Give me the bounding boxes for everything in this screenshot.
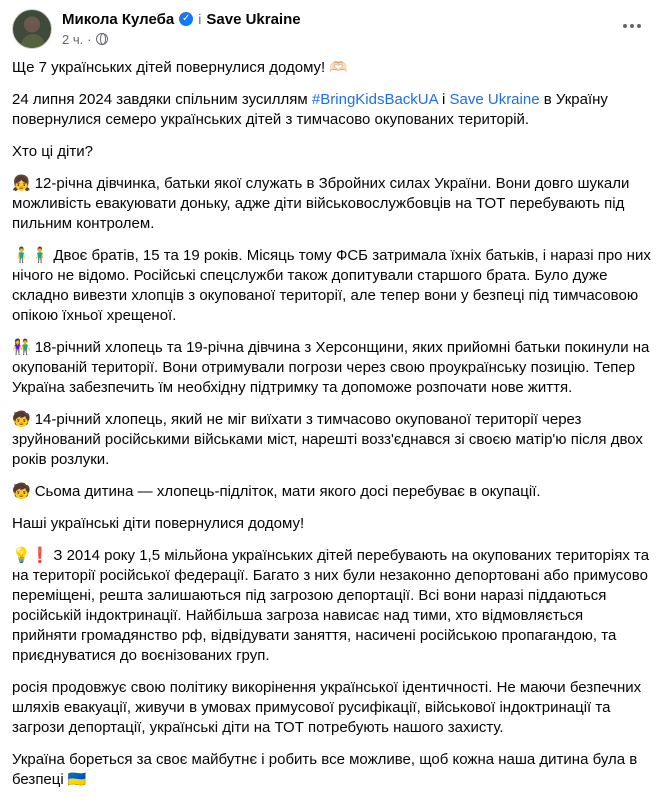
post-paragraph-2: 24 липня 2024 завдяки спільним зусиллям #BringKidsBackUA і Save Ukraine в Україну повернулися семеро українських дітей з тимчасово окупованих територій. — [12, 91, 608, 128]
post-meta: 2 ч. · — [62, 30, 108, 48]
post-paragraph-11: росія продовжує свою політику викорінення української ідентичності. Не маючи безпечних шляхів евакуації, живучи в умовах примусової русифікації, військової індоктринації та загрози депортації, українські діти на ТОТ потребують нашого захисту. — [12, 679, 642, 736]
post-header — [12, 9, 650, 49]
more-options-icon — [623, 24, 627, 28]
post-paragraph-5: 🧍‍♂️🧍‍♂️ Двоє братів, 15 та 19 років. Місяць тому ФСБ затримала їхніх батьків, і наразі про них нічого не відомо. Російські спецслужби також допитували старшого брата. Було дуже складно вивезти хлопців з окупованої території, але тепер вони у безпеці під тимчасовою опікою їхньої хрещеної. — [12, 247, 651, 324]
post-paragraph-7: 🧒 14-річний хлопець, який не міг виїхати з тимчасово окупованої території через зруйнований російськими військами міст, нарешті возз'єднався зі своєю матір'ю після двох років розлуки. — [12, 411, 643, 468]
child-emoji-icon: 🧒 — [12, 411, 31, 428]
couple-emoji-icon: 👫 — [12, 339, 31, 356]
hashtag-link[interactable]: #BringKidsBackUA — [311, 91, 438, 108]
more-options-button[interactable] — [614, 13, 650, 39]
page-name[interactable]: Save Ukraine — [206, 10, 301, 28]
child-emoji-icon: 🧒 — [12, 483, 31, 500]
verified-badge-icon: ✓ — [179, 12, 193, 26]
author-row — [62, 9, 301, 29]
post-paragraph-1: Ще 7 українських дітей повернулися додому! 🫶🏻 — [12, 59, 349, 76]
post-body — [12, 58, 652, 802]
standing-people-emoji-icon: 🧍‍♂️🧍‍♂️ — [12, 247, 50, 264]
post-paragraph-10: 💡❗ З 2014 року 1,5 мільйона українських дітей перебувають на окупованих територіях та на території російської федерації. Багато з них були незаконно депортовані або примусово переміщені, решта залишаються під загрозою депортації. Всі вони наразі піддаються російській індоктринації. Найбільша загроза нависає над тими, хто відмовляється прийняти громадянство рф, відвідувати заняття, насичені російською пропагандою, та приєднуватися до воєнізованих груп. — [12, 547, 650, 664]
girl-emoji-icon: 👧 — [12, 175, 31, 192]
post-paragraph-9: Наші українські діти повернулися додому! — [12, 515, 305, 532]
post-paragraph-4: 👧 12-річна дівчинка, батьки якої служать в Збройних силах України. Вони довго шукали можливість евакуювати доньку, адже діти військовослужбовців на ТОТ перебувають під пильним контролем. — [12, 175, 630, 232]
post-paragraph-12: Україна бореться за своє майбутнє і робить все можливе, щоб кожна наша дитина була в безпеці 🇺🇦 — [12, 751, 638, 788]
globe-icon[interactable] — [96, 33, 108, 45]
author-connector: і — [198, 11, 202, 27]
author-name[interactable]: Микола Кулеба — [62, 10, 175, 28]
post-paragraph-8: 🧒 Сьома дитина — хлопець-підліток, мати якого досі перебуває в окупації. — [12, 483, 541, 500]
bulb-exclamation-emoji-icon: 💡❗ — [12, 547, 50, 564]
post-paragraph-3: Хто ці діти? — [12, 143, 93, 160]
author-avatar[interactable] — [12, 9, 52, 49]
post-paragraph-6: 👫 18-річний хлопець та 19-річна дівчина з Херсонщини, яких прийомні батьки покинули на окупованій території. Вони отримували погрози через свою проукраїнську позицію. Тепер Україна забезпечить їм необхідну підтримку та допоможе розпочати нове життя. — [12, 339, 650, 396]
post-time[interactable]: 2 ч. — [62, 31, 84, 47]
page-link[interactable]: Save Ukraine — [449, 91, 540, 108]
